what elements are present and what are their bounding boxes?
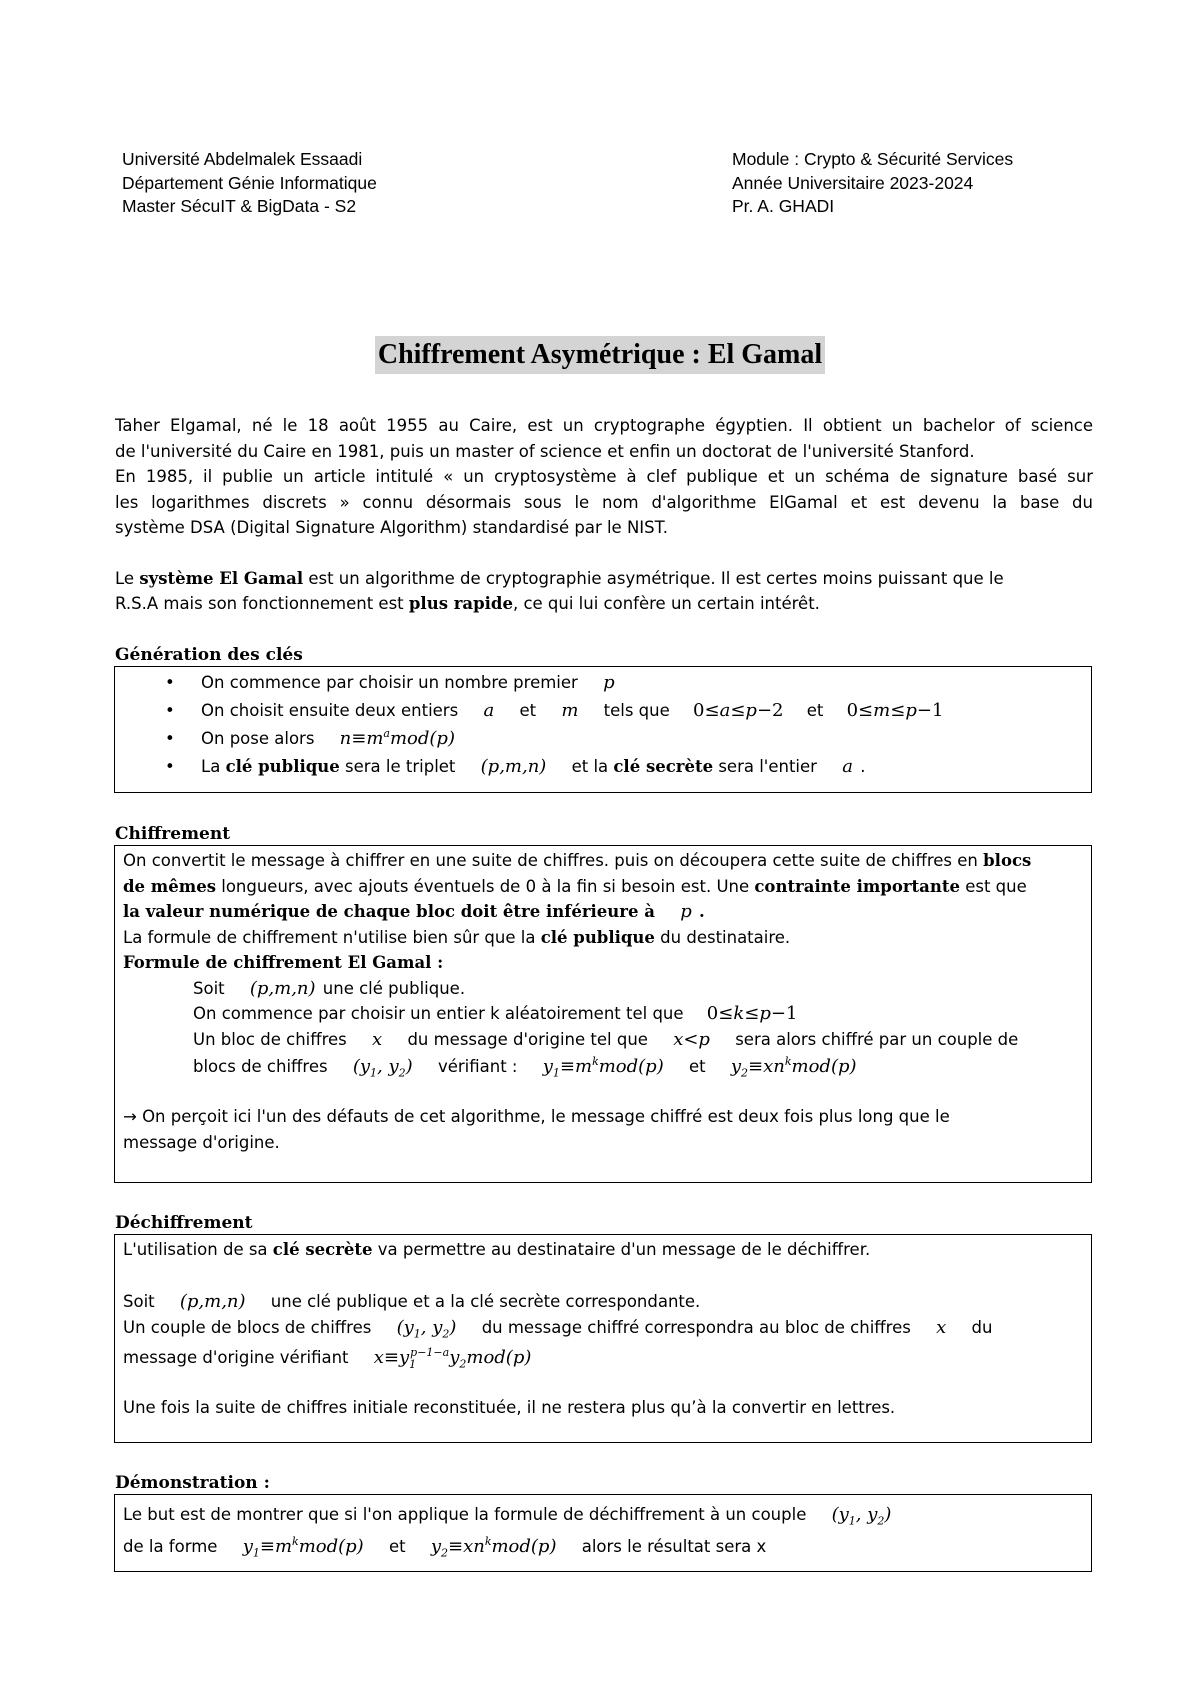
text: alors le résultat sera x xyxy=(581,1537,767,1556)
text: une clé publique et a la clé secrète correspondante. xyxy=(270,1292,701,1311)
intro-line xyxy=(115,566,1093,592)
enc-line xyxy=(123,925,1083,951)
text: du message d'origine tel que xyxy=(407,1029,648,1049)
list-item: • On choisit ensuite deux entiers a et m tels que 0≤a≤p−2 et 0≤m≤p−1 xyxy=(123,697,1083,725)
text: du destinataire. xyxy=(654,927,791,947)
university-name: Université Abdelmalek Essaadi xyxy=(122,149,363,169)
text: est un algorithme de cryptographie asymétrique. Il est certes moins puissant que le xyxy=(303,568,1004,588)
bold-text: contrainte importante xyxy=(754,876,960,896)
bold-text: clé publique xyxy=(540,927,655,947)
keygen-box xyxy=(114,666,1092,793)
decryption-heading: Déchiffrement xyxy=(115,1213,253,1233)
text: une clé publique. xyxy=(322,978,466,998)
text: longueurs, avec ajouts éventuels de 0 à la fin si besoin est. Une xyxy=(215,876,755,896)
bold-text: clé publique xyxy=(225,757,340,776)
text: sera le triplet xyxy=(339,757,456,776)
encryption-box xyxy=(114,845,1092,1183)
text: message d'origine vérifiant xyxy=(123,1348,349,1367)
demo-line: de la forme $y_1\equiv m^kmod(p)$ et $y_2\equiv xn^kmod(p)$ alors le résultat sera x xyxy=(123,1535,767,1560)
intro-line: de l'université du Caire en 1981, puis un master of science et enfin un doctorat de l'université Stanford. xyxy=(115,441,975,461)
enc-line: blocs de chiffres ($y_1$, $y_2$) vérifiant : $y_1\equiv m^kmod(p)$ et $y_2\equiv xn^kmod(p)$ xyxy=(193,1055,857,1080)
text: et la xyxy=(571,757,614,776)
encryption-heading: Chiffrement xyxy=(115,824,231,844)
dec-line: Soit (p,m,n) une clé publique et a la clé secrète correspondante. xyxy=(123,1291,701,1312)
text: et xyxy=(388,1537,406,1556)
demonstration-box xyxy=(114,1494,1092,1572)
text: et xyxy=(519,701,537,720)
bold-text: clé secrète xyxy=(613,757,714,776)
bold-text: système El Gamal xyxy=(139,568,304,588)
academic-year: Année Universitaire 2023-2024 xyxy=(732,172,974,193)
text: blocs de chiffres xyxy=(193,1057,328,1076)
bold-text: de mêmes xyxy=(123,876,216,896)
intro-line: système DSA (Digital Signature Algorithm) standardisé par le NIST. xyxy=(115,518,668,537)
bold-text: plus rapide xyxy=(408,594,513,613)
text: tels que xyxy=(603,701,670,720)
intro-line: Taher Elgamal, né le 18 août 1955 au Caire, est un cryptographe égyptien. Il obtient un bachelor of science xyxy=(115,416,1093,435)
text: et xyxy=(688,1057,706,1076)
text: On commence par choisir un entier k aléatoirement tel que xyxy=(193,1004,684,1023)
bold-text: blocs xyxy=(983,851,1032,870)
bold-text: clé secrète xyxy=(272,1240,373,1259)
intro-paragraph xyxy=(115,413,1093,617)
text: , ce qui lui confère un certain intérêt. xyxy=(512,594,820,613)
intro-line xyxy=(115,591,1093,617)
title-wrap xyxy=(0,336,1200,374)
header-right xyxy=(732,148,1013,219)
list-item: • La clé publique sera le triplet (p,m,n) et la clé secrète sera l'entier a . xyxy=(123,753,1083,781)
bold-text: la valeur numérique de chaque bloc doit être inférieure à xyxy=(123,902,655,921)
text: Un bloc de chiffres xyxy=(193,1029,347,1049)
formula-title: Formule de chiffrement El Gamal : xyxy=(123,953,444,972)
enc-line xyxy=(123,848,1083,874)
text: du message chiffré correspondra au bloc de chiffres xyxy=(481,1318,911,1337)
text: La formule de chiffrement n'utilise bien sûr que la xyxy=(123,927,541,947)
list-item: • On commence par choisir un nombre premier p xyxy=(123,669,1083,697)
page-title: Chiffrement Asymétrique : El Gamal xyxy=(375,336,825,374)
text: On choisit ensuite deux entiers xyxy=(201,701,459,720)
dec-line: Un couple de blocs de chiffres ($y_1$, $y_2$) du message chiffré correspondra au bloc de chiffres x du xyxy=(123,1317,993,1341)
text: va permettre au destinataire d'un message de le déchiffrer. xyxy=(372,1240,871,1259)
professor-name: Pr. A. GHADI xyxy=(732,196,835,216)
text: On pose alors xyxy=(201,729,315,748)
program-name: Master SécuIT & BigData - S2 xyxy=(122,196,357,216)
bold-text: . xyxy=(698,902,705,921)
text: et xyxy=(806,701,824,720)
intro-line: les logarithmes discrets » connu désormais sous le nom d'algorithme ElGamal et est devenu la base du xyxy=(115,492,1093,512)
enc-line: Soit (p,m,n) une clé publique. xyxy=(193,977,466,999)
keygen-heading: Génération des clés xyxy=(115,645,303,665)
dec-line: Une fois la suite de chiffres initiale reconstituée, il ne restera plus qu’à la convertir en lettres. xyxy=(123,1398,896,1417)
text: de la forme xyxy=(123,1537,218,1556)
list-item: • On pose alors $n\equiv m^amod(p)$ xyxy=(123,725,1083,753)
enc-note-line: → On perçoit ici l'un des défauts de cet algorithme, le message chiffré est deux fois plus long que le xyxy=(123,1107,950,1126)
text: L'utilisation de sa xyxy=(123,1240,273,1259)
enc-line: la valeur numérique de chaque bloc doit être inférieure à p . xyxy=(123,901,705,922)
text: Soit xyxy=(193,978,225,998)
dec-line: message d'origine vérifiant $x\equiv y_1^{p-1-a}y_2mod(p)$ xyxy=(123,1346,532,1371)
keygen-list xyxy=(123,669,1083,781)
text: du xyxy=(971,1318,993,1337)
text: sera alors chiffré par un couple de xyxy=(735,1029,1019,1049)
text: est que xyxy=(959,876,1027,896)
text: R.S.A mais son fonctionnement est xyxy=(115,594,409,613)
enc-line: On commence par choisir un entier k aléatoirement tel que 0≤k≤p−1 xyxy=(193,1003,798,1024)
demo-line: Le but est de montrer que si l'on applique la formule de déchiffrement à un couple ($y_1$, $y_2$) xyxy=(123,1504,892,1528)
text: Le but est de montrer que si l'on applique la formule de déchiffrement à un couple xyxy=(123,1505,807,1524)
demonstration-heading: Démonstration : xyxy=(115,1473,270,1493)
intro-line: En 1985, il publie un article intitulé « un cryptosystème à clef publique et un schéma de signature basé sur xyxy=(115,467,1093,486)
text: sera l'entier xyxy=(713,757,817,776)
enc-note-line: message d'origine. xyxy=(123,1132,280,1152)
header-left xyxy=(122,148,377,219)
decryption-box xyxy=(114,1234,1092,1443)
text: vérifiant : xyxy=(437,1057,518,1076)
module-name: Module : Crypto & Sécurité Services xyxy=(732,149,1014,169)
text: La xyxy=(201,757,226,776)
text: Soit xyxy=(123,1292,155,1311)
enc-line: Un bloc de chiffres x du message d'origine tel que x<p sera alors chiffré par un couple de xyxy=(193,1028,1019,1050)
department-name: Département Génie Informatique xyxy=(122,172,377,193)
enc-line xyxy=(123,874,1083,900)
text: On convertit le message à chiffrer en une suite de chiffres. puis on découpera cette suite de chiffres en xyxy=(123,851,984,870)
text: Le xyxy=(115,568,140,588)
text: . xyxy=(860,757,866,776)
dec-line xyxy=(123,1237,1083,1263)
text: Un couple de blocs de chiffres xyxy=(123,1318,372,1337)
text: On commence par choisir un nombre premier xyxy=(201,673,578,692)
